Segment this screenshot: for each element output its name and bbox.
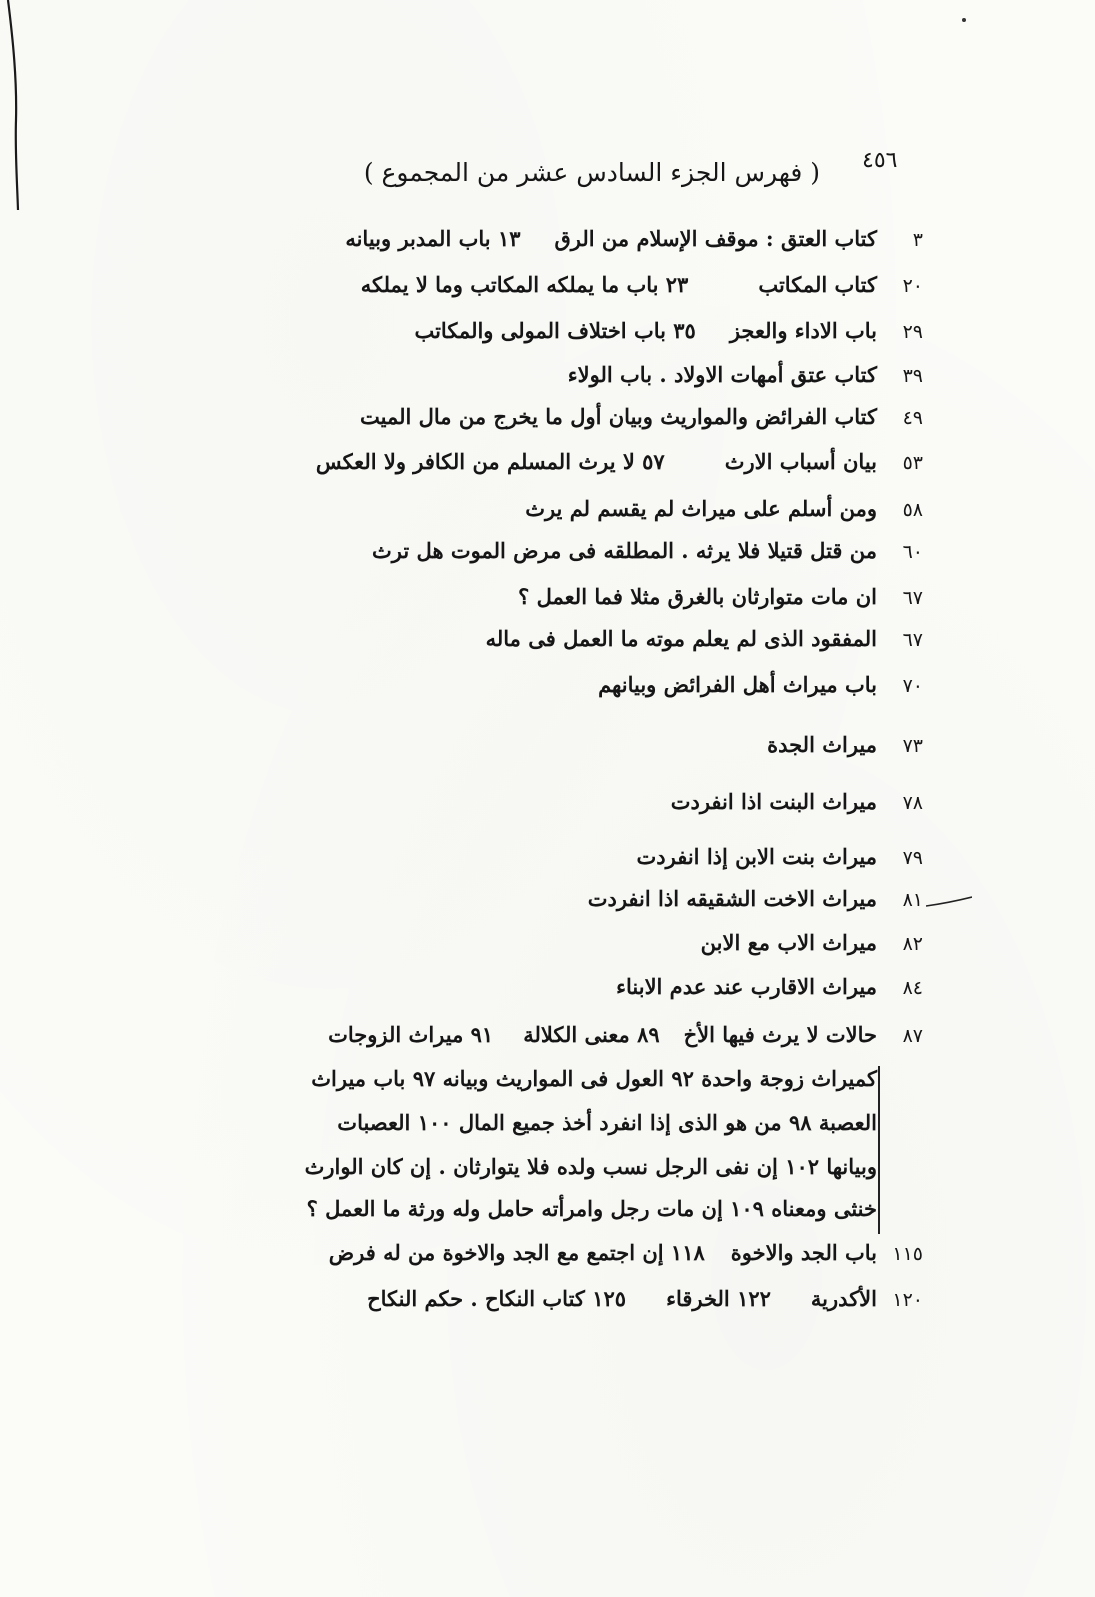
entry-title: ١٣ باب المدبر وبيانه xyxy=(345,226,521,251)
page-title: ( فهرس الجزء السادس عشر من المجموع ) xyxy=(363,158,820,187)
entry-title: كتاب العتق : موقف الإسلام من الرق xyxy=(554,226,877,251)
toc-entry xyxy=(329,1240,923,1265)
entry-title: باب الاداء والعجز xyxy=(729,318,877,343)
entry-title: ٢٣ باب ما يملكه المكاتب وما لا يملكه xyxy=(360,272,689,297)
entry-page-number: ٨٢ xyxy=(902,933,923,955)
entry-title: ١٢٢ الخرقاء xyxy=(666,1286,771,1311)
toc-entry xyxy=(568,362,923,387)
entry-page-number: ٥٣ xyxy=(902,452,923,474)
entry-title: ميراث الاب مع الابن xyxy=(700,930,877,955)
entry-page-number: ٨٧ xyxy=(902,1025,923,1047)
entry-page-number: ٣ xyxy=(912,229,923,251)
entry-title: ٥٧ لا يرث المسلم من الكافر ولا العكس xyxy=(315,449,665,474)
entry-title: ان مات متوارثان بالغرق مثلا فما العمل ؟ xyxy=(518,584,877,609)
entry-title: ميراث الجدة xyxy=(767,732,877,757)
toc-entry xyxy=(486,626,923,651)
entry-title: من قتل قتيلا فلا يرثه . المطلقه فى مرض الموت هل ترث xyxy=(372,538,877,563)
entry-page-number: ١١٥ xyxy=(892,1243,923,1265)
toc-entry xyxy=(367,1286,923,1311)
toc-entry xyxy=(701,930,923,955)
toc-entry xyxy=(328,1022,923,1047)
entry-page-number: ٣٩ xyxy=(902,365,923,387)
entry-page-number: ٧٩ xyxy=(902,847,923,869)
entry-title: بيان أسباب الارث xyxy=(724,449,877,474)
entry-page-number: ٧٠ xyxy=(902,675,923,697)
entry-title: ميراث بنت الابن إذا انفردت xyxy=(636,844,877,869)
toc-entry xyxy=(372,538,923,563)
entry-title: ١١٨ إن اجتمع مع الجد والاخوة من له فرض xyxy=(328,1240,705,1265)
entry-title: باب الجد والاخوة xyxy=(730,1240,877,1265)
entry-title: ٣٥ باب اختلاف المولى والمكاتب xyxy=(414,318,696,343)
entry-title: كتاب المكاتب xyxy=(758,272,877,297)
entry-page-number: ٦٠ xyxy=(902,541,923,563)
entry-title: ومن أسلم على ميراث لم يقسم لم يرث xyxy=(525,496,877,521)
entry-page-number: ٢٩ xyxy=(902,321,923,343)
continuation-bracket xyxy=(878,1066,880,1234)
continuation-line: العصبة ٩٨ من هو الذى إذا انفرد أخذ جميع المال ١٠٠ العصبات xyxy=(337,1110,877,1135)
entry-title: المفقود الذى لم يعلم موته ما العمل فى ماله xyxy=(485,626,877,651)
toc-entry xyxy=(518,584,923,609)
toc-entry xyxy=(361,272,923,297)
toc-entry xyxy=(616,974,923,999)
entry-page-number: ٦٧ xyxy=(902,629,923,651)
toc-entry xyxy=(414,318,923,343)
entry-title: ٩١ ميراث الزوجات xyxy=(328,1022,494,1047)
toc-entry xyxy=(345,226,923,251)
entry-page-number: ١٢٠ xyxy=(892,1289,923,1311)
entry-page-number: ٤٩ xyxy=(902,407,923,429)
entry-page-number: ٧٣ xyxy=(902,735,923,757)
toc-entry xyxy=(767,732,923,757)
margin-pen-stroke xyxy=(926,896,972,910)
entry-title: حالات لا يرث فيها الأخ xyxy=(683,1022,877,1047)
entry-title: الأكدرية xyxy=(810,1286,877,1311)
entry-page-number: ٧٨ xyxy=(902,792,923,814)
entry-page-number: ٢٠ xyxy=(902,275,923,297)
entry-title: باب ميراث أهل الفرائض وبيانهم xyxy=(598,672,877,697)
toc-entry xyxy=(525,496,923,521)
entry-title: ٨٩ معنى الكلالة xyxy=(523,1022,660,1047)
page-number: ٤٥٦ xyxy=(862,148,898,173)
continuation-line: وبيانها ١٠٢ إن نفى الرجل نسب ولده فلا يتوارثان . إن كان الوارث xyxy=(304,1154,877,1179)
entry-page-number: ٨٤ xyxy=(902,977,923,999)
toc-entry xyxy=(360,404,923,429)
toc-entry xyxy=(588,886,923,911)
entry-title: كتاب الفرائض والمواريث وبيان أول ما يخرج من مال الميت xyxy=(360,404,877,429)
continuation-line: خنثى ومعناه ١٠٩ إن مات رجل وامرأته حامل وله ورثة ما العمل ؟ xyxy=(306,1196,877,1221)
toc-entry xyxy=(671,789,923,814)
continuation-line: كميراث زوجة واحدة ٩٢ العول فى المواريث وبيانه ٩٧ باب ميراث xyxy=(311,1066,877,1091)
entry-title: ١٢٥ كتاب النكاح . حكم النكاح xyxy=(367,1286,627,1311)
entry-title: ميراث الاقارب عند عدم الابناء xyxy=(616,974,877,999)
entry-title: ميراث البنت اذا انفردت xyxy=(670,789,877,814)
entry-title: كتاب عتق أمهات الاولاد . باب الولاء xyxy=(567,362,877,387)
entry-page-number: ٦٧ xyxy=(902,587,923,609)
entry-title: ميراث الاخت الشقيقه اذا انفردت xyxy=(587,886,877,911)
toc-entry xyxy=(316,449,923,474)
entry-page-number: ٥٨ xyxy=(902,499,923,521)
toc-entry xyxy=(637,844,924,869)
toc-entry xyxy=(598,672,923,697)
entry-page-number: ٨١ xyxy=(902,889,923,911)
